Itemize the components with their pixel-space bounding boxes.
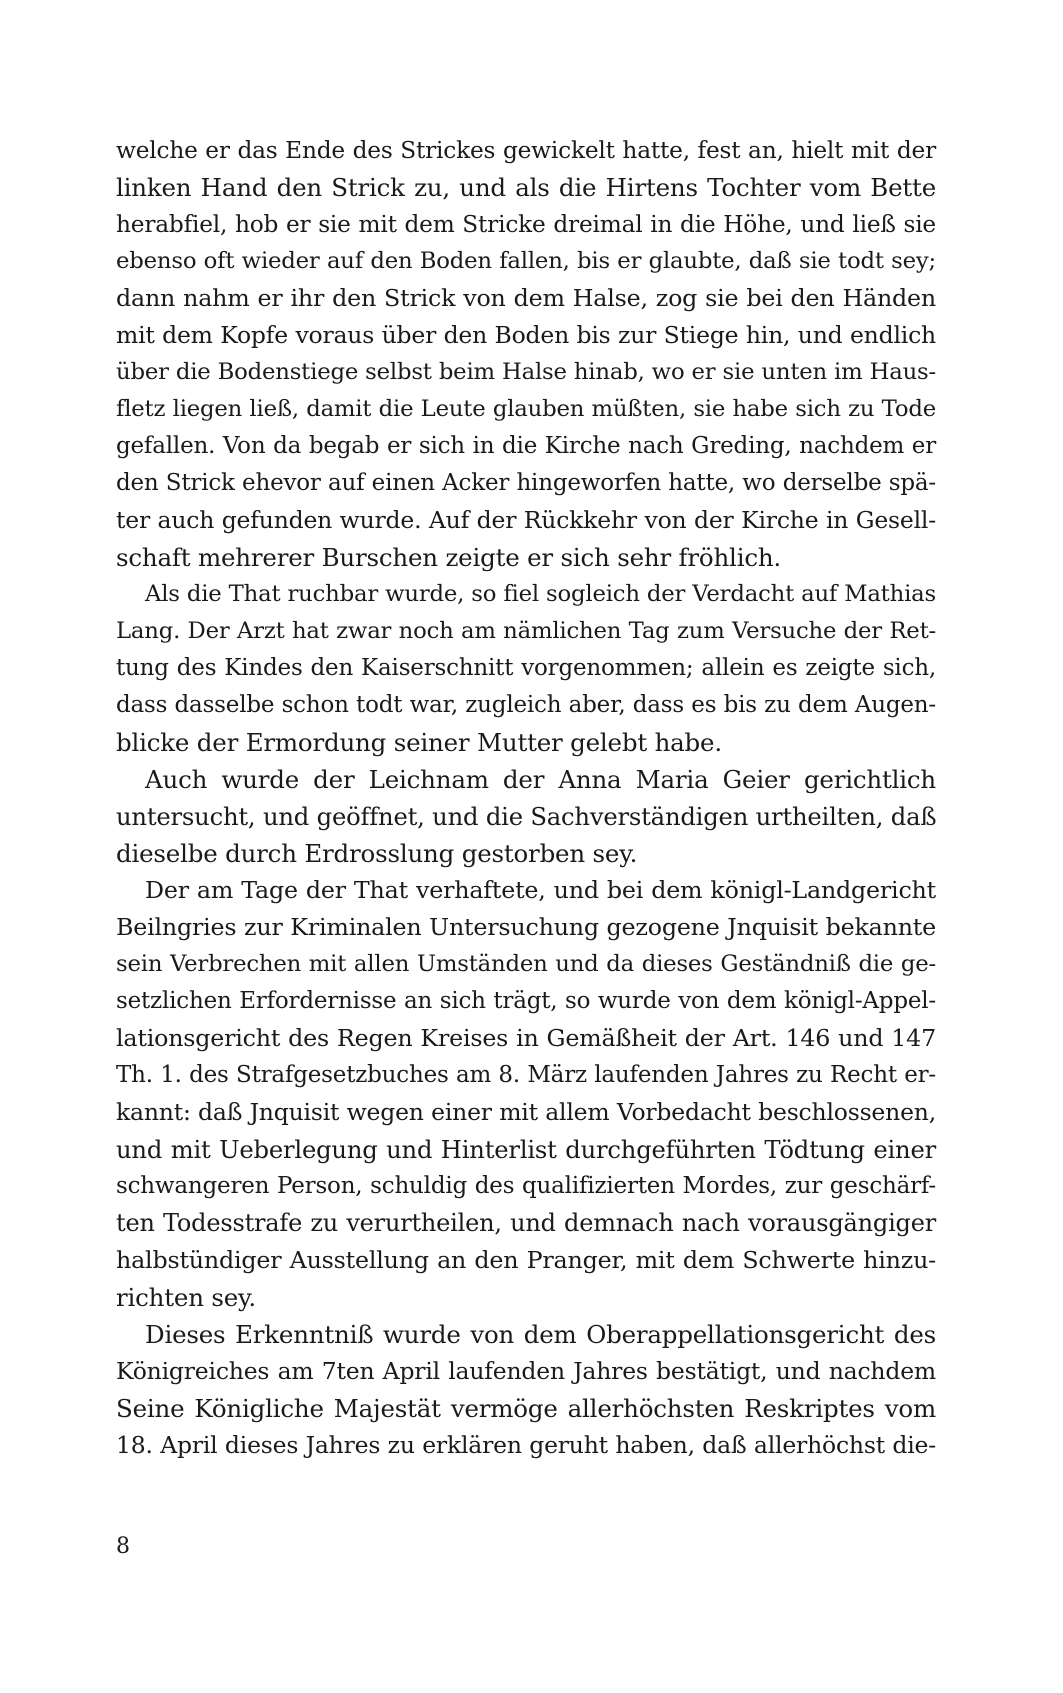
text-line: ten Todesstrafe zu verurtheilen, und demnach nach vorausgängiger	[116, 1209, 936, 1237]
text-line: linken Hand den Strick zu, und als die Hirtens Tochter vom Bette	[116, 173, 936, 202]
text-line: kannt: daß Jnquisit wegen einer mit allem Vorbedacht beschlossenen,	[116, 1098, 936, 1126]
text-line: setzlichen Erfordernisse an sich trägt, so wurde von dem königl-Appel-	[116, 988, 936, 1014]
text-line: Der am Tage der That verhaftete, und bei dem königl-Landgericht	[145, 876, 936, 904]
text-line: Seine Königliche Majestät vermöge allerhöchsten Reskriptes vom	[116, 1394, 936, 1423]
text-line: Königreiches am 7ten April laufenden Jahres bestätigt, und nachdem	[116, 1357, 936, 1385]
text-line: dieselbe durch Erdrosslung gestorben sey.	[116, 839, 638, 868]
text-line: schaft mehrerer Burschen zeigte er sich sehr fröhlich.	[116, 543, 782, 572]
text-line: richten sey.	[116, 1283, 257, 1312]
text-line: halbstündiger Ausstellung an den Pranger, mit dem Schwerte hinzu-	[116, 1246, 936, 1274]
text-line: Auch wurde der Leichnam der Anna Maria Geier gerichtlich	[145, 765, 936, 794]
text-line: fletz liegen ließ, damit die Leute glauben müßten, sie habe sich zu Tode	[116, 396, 936, 422]
text-line: gefallen. Von da begab er sich in die Kirche nach Greding, nachdem er	[116, 433, 936, 459]
body-text	[116, 132, 936, 1464]
text-line: herabfiel, hob er sie mit dem Stricke dreimal in die Höhe, und ließ sie	[116, 211, 936, 238]
text-line: Dieses Erkenntniß wurde von dem Oberappellationsgericht des	[145, 1320, 936, 1349]
text-line: untersucht, und geöffnet, und die Sachverständigen urtheilten, daß	[116, 802, 937, 831]
text-line: lationsgericht des Regen Kreises in Gemäßheit der Art. 146 und 147	[116, 1024, 936, 1052]
text-line: ebenso oft wieder auf den Boden fallen, bis er glaubte, daß sie todt sey;	[116, 248, 936, 274]
text-line: Beilngries zur Kriminalen Untersuchung gezogene Jnquisit bekannte	[116, 913, 936, 941]
text-line: über die Bodenstiege selbst beim Halse hinab, wo er sie unten im Haus-	[116, 359, 936, 385]
text-line: Lang. Der Arzt hat zwar noch am nämlichen Tag zum Versuche der Ret-	[116, 618, 936, 644]
page-number: 8	[116, 1534, 130, 1559]
text-line: schwangeren Person, schuldig des qualifizierten Mordes, zur geschärf-	[116, 1173, 936, 1199]
text-line: 18. April dieses Jahres zu erklären geruht haben, daß allerhöchst die-	[116, 1431, 936, 1459]
text-line: und mit Ueberlegung und Hinterlist durchgeführten Tödtung einer	[116, 1135, 936, 1164]
text-line: tung des Kindes den Kaiserschnitt vorgenommen; allein es zeigte sich,	[116, 655, 936, 681]
text-line: blicke der Ermordung seiner Mutter gelebt habe.	[116, 728, 722, 757]
text-line: den Strick ehevor auf einen Acker hingeworfen hatte, wo derselbe spä-	[116, 470, 936, 496]
text-line: Als die That ruchbar wurde, so fiel sogleich der Verdacht auf Mathias	[145, 581, 936, 607]
text-line: Th. 1. des Strafgesetzbuches am 8. März laufenden Jahres zu Recht er-	[116, 1062, 936, 1088]
text-line: sein Verbrechen mit allen Umständen und da dieses Geständniß die ge-	[116, 951, 936, 977]
text-line: ter auch gefunden wurde. Auf der Rückkehr von der Kirche in Gesell-	[116, 506, 936, 534]
text-line: dann nahm er ihr den Strick von dem Halse, zog sie bei den Händen	[116, 284, 936, 312]
text-line: welche er das Ende des Strickes gewickelt hatte, fest an, hielt mit der	[116, 137, 936, 164]
text-line: dass dasselbe schon todt war, zugleich aber, dass es bis zu dem Augen-	[116, 692, 936, 718]
text-line: mit dem Kopfe voraus über den Boden bis zur Stiege hin, und endlich	[116, 321, 936, 349]
